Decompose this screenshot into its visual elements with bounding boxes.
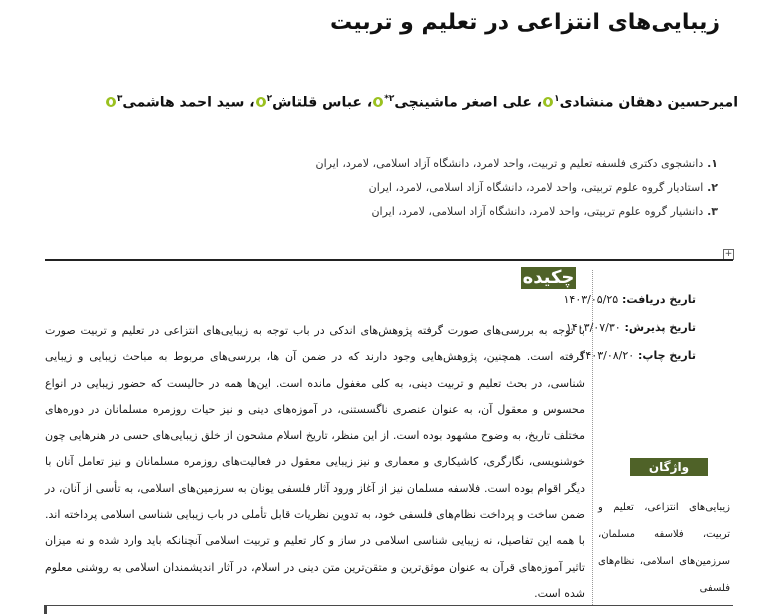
date-value: ۱۴۰۳/۰۷/۳۰ xyxy=(565,321,621,334)
affiliation-line xyxy=(38,152,718,176)
author-separator: ، xyxy=(361,94,373,111)
move-anchor-icon[interactable]: + xyxy=(724,249,733,259)
top-rule xyxy=(45,259,733,261)
affiliation-number: ۳. xyxy=(703,205,718,218)
keywords-text: زیبایی‌های انتزاعی، تعلیم و تربیت، فلاسفه مسلمان، سرزمین‌های اسلامی، نظام‌های فلسفی xyxy=(598,502,730,594)
abstract-text: با توجه به بررسی‌های صورت گرفته پژوهش‌های اندکی در باب توجه به زیبایی‌های انتزاعی در تعلیم و تربیت صورت گرفته است. همچنین، پژوهش‌هایی وجود دارند که در ضمن آن ها، بررسی‌های مربوط به مباحث زیبایی و زیبایی شناسی، در بحث تعلیم و تربیت دینی، به کلی مغفول مانده است. این‌ها همه در حالیست که حضور زیبایی در انواع محسوس و معقول آن، به عنوان عنصری ناگسستنی، در آموزه‌های دینی و نیز حیات روزمره مسلمانان در دوره‌های مختلف تاریخ، به وضوح مشهود بوده است. از این منظر، تاریخ اسلام مشحون از خلق زیبایی‌های حسی در هنرهایی چون خوشنویسی، نگارگری، کاشیکاری و معماری و نیز زیبایی معقول در فعالیت‌های روزمره مسلمانان و نیز تعامل آنان با دیگر اقوام بوده است. فلاسفه مسلمان نیز از آغاز ورود آثار فلسفی یونان به سرزمین‌های اسلامی، به تأسی از آنان، در ضمن ساخت و پرداخت نظام‌های فلسفی خود، به تدوین نظریات قابل تأملی در باب زیبایی شناسی اسلامی پرداخته اند. با همه این تفاصیل، نه زیبایی شناسی اسلامی در ساز و کار تعلیم و تربیت اسلامی آنچنانکه باید وارد شده و نه میزان تاثیر آموزه‌های قرآن به عنوان موثق‌ترین و متقن‌ترین متن دینی در اسلام، در آثار اندیشمندان اسلامی به روشنی معلوم شده است. xyxy=(45,324,585,600)
affiliation-number: ۲. xyxy=(703,181,718,194)
affiliation-text: استادیار گروه علوم تربیتی، واحد لامرد، دانشگاه آزاد اسلامی، لامرد، ایران xyxy=(368,181,704,194)
abstract-heading: چکیده xyxy=(522,267,575,288)
author-name: امیرحسین دهقان منشادی xyxy=(559,94,738,111)
date-row xyxy=(526,314,696,342)
author-affiliation-number: ۳ xyxy=(116,94,123,104)
author-name: علی اصغر ماشینچی xyxy=(394,94,532,111)
affiliation-line xyxy=(38,200,718,224)
author-name: عباس قلتاش xyxy=(272,94,362,111)
author-separator: ، xyxy=(531,94,543,111)
date-label: تاریخ دریافت: xyxy=(618,293,696,306)
orcid-icon[interactable] xyxy=(106,97,116,107)
dates-block xyxy=(526,286,696,370)
author-name: سید احمد هاشمی xyxy=(122,94,245,111)
date-value: ۱۴۰۳/۰۸/۲۰ xyxy=(579,349,635,362)
page-edge-mark xyxy=(44,605,47,614)
bottom-rule xyxy=(45,605,733,606)
date-value: ۱۴۰۳/۰۵/۲۵ xyxy=(563,293,619,306)
affiliations xyxy=(38,152,718,224)
date-label: تاریخ پذیرش: xyxy=(620,321,696,334)
orcid-icon[interactable] xyxy=(373,97,383,107)
orcid-icon[interactable] xyxy=(256,97,266,107)
affiliation-text: دانشجوی دکتری فلسفه تعلیم و تربیت، واحد لامرد، دانشگاه آزاد اسلامی، لامرد، ایران xyxy=(315,157,704,170)
article-title: زیبایی‌های انتزاعی در تعلیم و تربیت xyxy=(330,10,720,35)
author-affiliation-number: ۱ xyxy=(554,94,560,104)
affiliation-line xyxy=(38,176,718,200)
affiliation-text: دانشیار گروه علوم تربیتی، واحد لامرد، دانشگاه آزاد اسلامی، لامرد، ایران xyxy=(371,205,704,218)
orcid-icon[interactable] xyxy=(543,97,553,107)
affiliation-number: ۱. xyxy=(703,157,718,170)
author-affiliation-number: ۲* xyxy=(384,94,395,104)
date-row xyxy=(526,342,696,370)
author-list xyxy=(18,94,738,111)
date-row xyxy=(526,286,696,314)
author-separator: ، xyxy=(244,94,255,111)
author-affiliation-number: ۲ xyxy=(266,94,273,104)
date-label: تاریخ چاپ: xyxy=(634,349,696,362)
keywords-heading: واژگان کلیدی xyxy=(630,458,708,476)
